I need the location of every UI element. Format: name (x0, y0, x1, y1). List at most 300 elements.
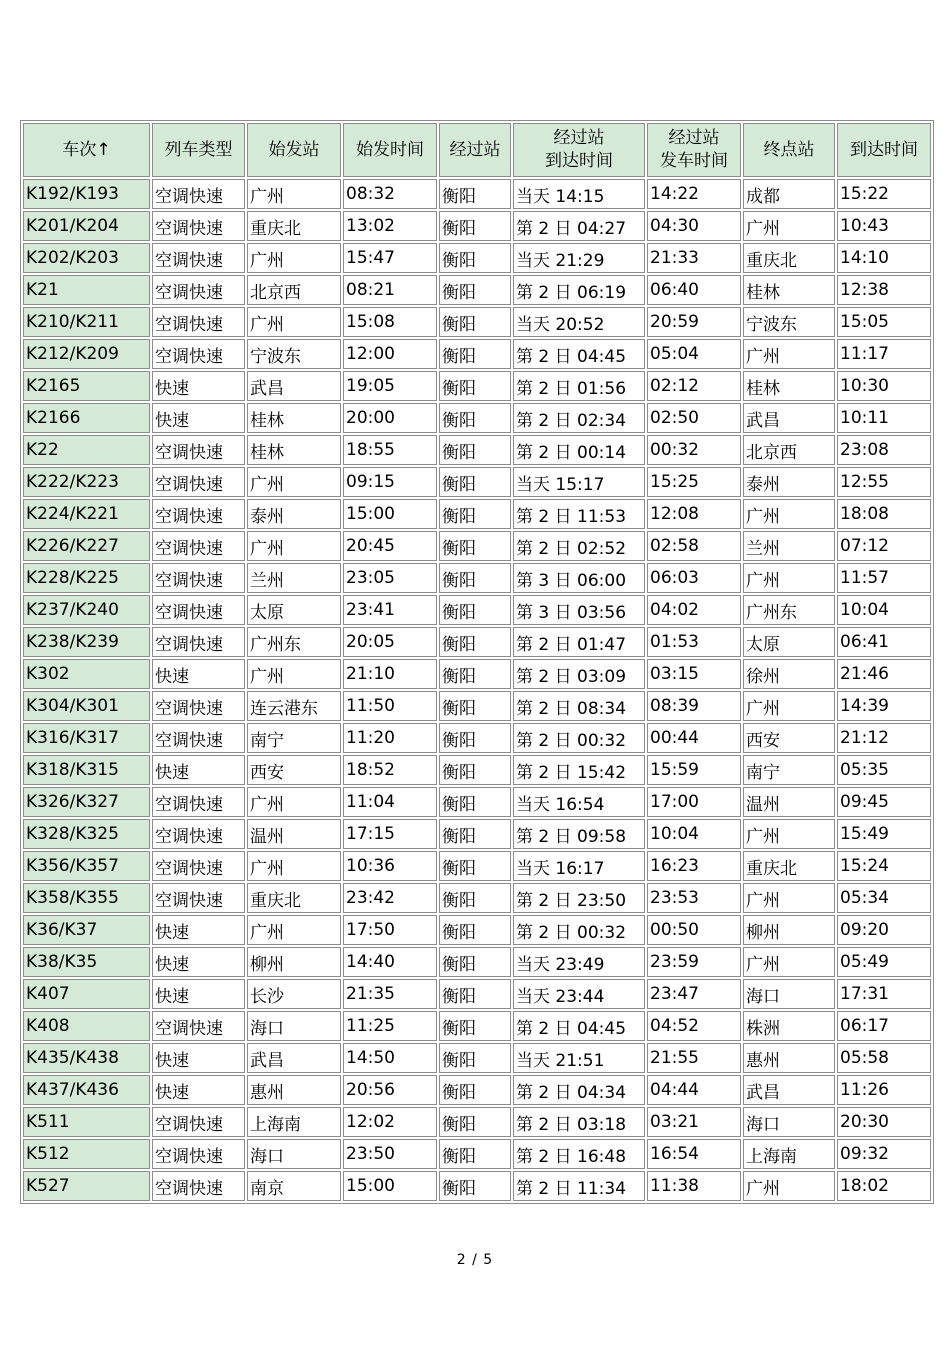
cell-train-type: 空调快速 (152, 627, 245, 657)
cell-arrival-time: 05:58 (837, 1043, 931, 1073)
cell-train-number: K2166 (23, 403, 150, 433)
cell-via-station: 衡阳 (439, 627, 511, 657)
table-row (23, 947, 931, 977)
cell-origin-station: 重庆北 (247, 883, 341, 913)
cell-train-number: K316/K317 (23, 723, 150, 753)
cell-departure-time: 08:32 (343, 179, 437, 209)
cell-via-arrival-time: 第 2 日 04:34 (513, 1075, 645, 1105)
cell-terminal-station: 广州 (743, 947, 835, 977)
cell-train-number: K212/K209 (23, 339, 150, 369)
cell-via-departure-time: 00:50 (647, 915, 741, 945)
cell-terminal-station: 桂林 (743, 275, 835, 305)
cell-terminal-station: 温州 (743, 787, 835, 817)
cell-via-station: 衡阳 (439, 691, 511, 721)
cell-arrival-time: 21:46 (837, 659, 931, 689)
cell-origin-station: 兰州 (247, 563, 341, 593)
cell-via-arrival-time: 第 2 日 08:34 (513, 691, 645, 721)
train-schedule-table (20, 120, 934, 1204)
table-row (23, 179, 931, 209)
cell-departure-time: 15:08 (343, 307, 437, 337)
cell-via-arrival-time: 第 2 日 01:47 (513, 627, 645, 657)
cell-via-departure-time: 16:23 (647, 851, 741, 881)
cell-train-type: 空调快速 (152, 243, 245, 273)
cell-arrival-time: 05:49 (837, 947, 931, 977)
cell-origin-station: 泰州 (247, 499, 341, 529)
cell-via-station: 衡阳 (439, 787, 511, 817)
cell-arrival-time: 11:57 (837, 563, 931, 593)
train-schedule-table-wrapper (20, 120, 930, 1204)
cell-via-station: 衡阳 (439, 371, 511, 401)
cell-origin-station: 海口 (247, 1139, 341, 1169)
cell-train-number: K302 (23, 659, 150, 689)
cell-departure-time: 14:40 (343, 947, 437, 977)
cell-arrival-time: 12:38 (837, 275, 931, 305)
cell-train-type: 空调快速 (152, 435, 245, 465)
cell-train-number: K304/K301 (23, 691, 150, 721)
cell-origin-station: 广州 (247, 915, 341, 945)
cell-train-number: K408 (23, 1011, 150, 1041)
schedule-body (23, 179, 931, 1201)
cell-via-arrival-time: 当天 16:54 (513, 787, 645, 817)
cell-via-departure-time: 00:44 (647, 723, 741, 753)
cell-train-type: 空调快速 (152, 595, 245, 625)
cell-terminal-station: 武昌 (743, 403, 835, 433)
cell-departure-time: 20:45 (343, 531, 437, 561)
cell-via-arrival-time: 第 3 日 06:00 (513, 563, 645, 593)
cell-origin-station: 桂林 (247, 435, 341, 465)
cell-train-number: K192/K193 (23, 179, 150, 209)
page-number: 2 / 5 (456, 1252, 494, 1268)
cell-via-arrival-time: 第 2 日 23:50 (513, 883, 645, 913)
cell-origin-station: 武昌 (247, 371, 341, 401)
cell-terminal-station: 桂林 (743, 371, 835, 401)
cell-train-type: 空调快速 (152, 883, 245, 913)
cell-via-arrival-time: 第 2 日 09:58 (513, 819, 645, 849)
cell-origin-station: 广州 (247, 307, 341, 337)
cell-via-station: 衡阳 (439, 563, 511, 593)
table-row (23, 851, 931, 881)
table-row (23, 1139, 931, 1169)
cell-departure-time: 11:50 (343, 691, 437, 721)
table-row (23, 819, 931, 849)
cell-train-type: 快速 (152, 403, 245, 433)
cell-departure-time: 12:02 (343, 1107, 437, 1137)
header-arrival-time: 到达时间 (837, 123, 931, 177)
cell-origin-station: 重庆北 (247, 211, 341, 241)
cell-via-station: 衡阳 (439, 403, 511, 433)
cell-terminal-station: 柳州 (743, 915, 835, 945)
cell-train-number: K511 (23, 1107, 150, 1137)
cell-train-type: 空调快速 (152, 723, 245, 753)
cell-via-departure-time: 23:47 (647, 979, 741, 1009)
cell-terminal-station: 广州 (743, 211, 835, 241)
cell-train-type: 空调快速 (152, 1011, 245, 1041)
cell-via-station: 衡阳 (439, 1075, 511, 1105)
cell-origin-station: 广州 (247, 787, 341, 817)
cell-train-type: 空调快速 (152, 1171, 245, 1201)
cell-via-departure-time: 04:30 (647, 211, 741, 241)
cell-via-departure-time: 02:58 (647, 531, 741, 561)
cell-departure-time: 17:15 (343, 819, 437, 849)
cell-departure-time: 17:50 (343, 915, 437, 945)
table-row (23, 467, 931, 497)
cell-via-arrival-time: 当天 21:29 (513, 243, 645, 273)
cell-departure-time: 11:20 (343, 723, 437, 753)
cell-departure-time: 19:05 (343, 371, 437, 401)
cell-via-station: 衡阳 (439, 883, 511, 913)
cell-train-type: 空调快速 (152, 531, 245, 561)
cell-via-departure-time: 04:52 (647, 1011, 741, 1041)
cell-via-station: 衡阳 (439, 307, 511, 337)
cell-arrival-time: 11:17 (837, 339, 931, 369)
cell-train-number: K226/K227 (23, 531, 150, 561)
cell-via-arrival-time: 当天 16:17 (513, 851, 645, 881)
cell-train-number: K238/K239 (23, 627, 150, 657)
cell-train-type: 快速 (152, 947, 245, 977)
cell-train-type: 快速 (152, 979, 245, 1009)
cell-via-departure-time: 02:12 (647, 371, 741, 401)
cell-via-arrival-time: 第 2 日 04:45 (513, 339, 645, 369)
cell-train-type: 空调快速 (152, 307, 245, 337)
cell-train-type: 空调快速 (152, 275, 245, 305)
cell-origin-station: 太原 (247, 595, 341, 625)
table-row (23, 755, 931, 785)
cell-train-number: K318/K315 (23, 755, 150, 785)
cell-arrival-time: 23:08 (837, 435, 931, 465)
cell-train-type: 空调快速 (152, 467, 245, 497)
cell-train-number: K202/K203 (23, 243, 150, 273)
table-row (23, 659, 931, 689)
cell-via-arrival-time: 当天 15:17 (513, 467, 645, 497)
cell-train-type: 空调快速 (152, 339, 245, 369)
cell-terminal-station: 株洲 (743, 1011, 835, 1041)
header-row (23, 123, 931, 177)
cell-departure-time: 23:42 (343, 883, 437, 913)
cell-train-type: 空调快速 (152, 787, 245, 817)
cell-via-departure-time: 03:15 (647, 659, 741, 689)
cell-origin-station: 广州 (247, 179, 341, 209)
cell-via-departure-time: 17:00 (647, 787, 741, 817)
cell-via-station: 衡阳 (439, 819, 511, 849)
table-row (23, 1043, 931, 1073)
cell-arrival-time: 20:30 (837, 1107, 931, 1137)
cell-arrival-time: 10:30 (837, 371, 931, 401)
cell-terminal-station: 惠州 (743, 1043, 835, 1073)
table-row (23, 563, 931, 593)
cell-origin-station: 柳州 (247, 947, 341, 977)
cell-train-number: K36/K37 (23, 915, 150, 945)
table-row (23, 883, 931, 913)
cell-terminal-station: 广州 (743, 691, 835, 721)
table-row (23, 339, 931, 369)
cell-train-type: 空调快速 (152, 1139, 245, 1169)
cell-via-station: 衡阳 (439, 1011, 511, 1041)
cell-arrival-time: 21:12 (837, 723, 931, 753)
cell-via-station: 衡阳 (439, 467, 511, 497)
cell-via-station: 衡阳 (439, 275, 511, 305)
cell-via-departure-time: 12:08 (647, 499, 741, 529)
cell-departure-time: 08:21 (343, 275, 437, 305)
cell-origin-station: 广州东 (247, 627, 341, 657)
table-row (23, 1011, 931, 1041)
cell-terminal-station: 广州 (743, 499, 835, 529)
cell-terminal-station: 重庆北 (743, 243, 835, 273)
cell-origin-station: 上海南 (247, 1107, 341, 1137)
cell-via-arrival-time: 第 2 日 00:32 (513, 723, 645, 753)
cell-arrival-time: 15:24 (837, 851, 931, 881)
cell-via-station: 衡阳 (439, 339, 511, 369)
cell-via-station: 衡阳 (439, 499, 511, 529)
cell-via-departure-time: 15:59 (647, 755, 741, 785)
table-row (23, 403, 931, 433)
cell-via-departure-time: 06:03 (647, 563, 741, 593)
table-row (23, 275, 931, 305)
cell-arrival-time: 15:49 (837, 819, 931, 849)
cell-via-arrival-time: 当天 21:51 (513, 1043, 645, 1073)
cell-departure-time: 11:04 (343, 787, 437, 817)
cell-origin-station: 温州 (247, 819, 341, 849)
cell-via-departure-time: 20:59 (647, 307, 741, 337)
cell-via-station: 衡阳 (439, 1171, 511, 1201)
cell-train-number: K210/K211 (23, 307, 150, 337)
cell-via-arrival-time: 第 2 日 11:34 (513, 1171, 645, 1201)
cell-departure-time: 18:55 (343, 435, 437, 465)
cell-departure-time: 15:47 (343, 243, 437, 273)
cell-via-station: 衡阳 (439, 755, 511, 785)
cell-departure-time: 23:41 (343, 595, 437, 625)
cell-via-arrival-time: 第 2 日 03:18 (513, 1107, 645, 1137)
cell-via-station: 衡阳 (439, 979, 511, 1009)
cell-departure-time: 18:52 (343, 755, 437, 785)
header-departure-time: 始发时间 (343, 123, 437, 177)
cell-train-number: K437/K436 (23, 1075, 150, 1105)
cell-via-arrival-time: 当天 20:52 (513, 307, 645, 337)
cell-via-arrival-time: 当天 23:44 (513, 979, 645, 1009)
table-row (23, 307, 931, 337)
cell-train-number: K2165 (23, 371, 150, 401)
cell-via-departure-time: 08:39 (647, 691, 741, 721)
header-train-number[interactable]: 车次↑ (23, 123, 150, 177)
cell-via-departure-time: 06:40 (647, 275, 741, 305)
cell-departure-time: 14:50 (343, 1043, 437, 1073)
cell-arrival-time: 18:08 (837, 499, 931, 529)
cell-origin-station: 武昌 (247, 1043, 341, 1073)
cell-train-type: 快速 (152, 1075, 245, 1105)
cell-via-arrival-time: 第 2 日 02:34 (513, 403, 645, 433)
cell-via-arrival-time: 第 2 日 00:14 (513, 435, 645, 465)
cell-terminal-station: 武昌 (743, 1075, 835, 1105)
cell-arrival-time: 09:20 (837, 915, 931, 945)
cell-arrival-time: 14:39 (837, 691, 931, 721)
cell-terminal-station: 太原 (743, 627, 835, 657)
cell-via-arrival-time: 第 2 日 01:56 (513, 371, 645, 401)
cell-via-departure-time: 21:55 (647, 1043, 741, 1073)
cell-via-departure-time: 01:53 (647, 627, 741, 657)
cell-train-number: K222/K223 (23, 467, 150, 497)
cell-departure-time: 20:05 (343, 627, 437, 657)
cell-departure-time: 23:05 (343, 563, 437, 593)
cell-arrival-time: 18:02 (837, 1171, 931, 1201)
cell-via-station: 衡阳 (439, 1107, 511, 1137)
cell-terminal-station: 广州 (743, 819, 835, 849)
cell-departure-time: 11:25 (343, 1011, 437, 1041)
cell-via-departure-time: 03:21 (647, 1107, 741, 1137)
cell-train-number: K22 (23, 435, 150, 465)
cell-via-arrival-time: 第 2 日 03:09 (513, 659, 645, 689)
cell-arrival-time: 10:43 (837, 211, 931, 241)
cell-via-arrival-time: 第 2 日 11:53 (513, 499, 645, 529)
cell-arrival-time: 15:22 (837, 179, 931, 209)
table-row (23, 723, 931, 753)
cell-terminal-station: 北京西 (743, 435, 835, 465)
cell-origin-station: 海口 (247, 1011, 341, 1041)
cell-via-arrival-time: 第 2 日 06:19 (513, 275, 645, 305)
table-row (23, 595, 931, 625)
cell-terminal-station: 徐州 (743, 659, 835, 689)
cell-train-number: K435/K438 (23, 1043, 150, 1073)
cell-via-departure-time: 00:32 (647, 435, 741, 465)
cell-train-number: K358/K355 (23, 883, 150, 913)
cell-train-type: 快速 (152, 915, 245, 945)
cell-via-station: 衡阳 (439, 947, 511, 977)
cell-origin-station: 南京 (247, 1171, 341, 1201)
cell-arrival-time: 12:55 (837, 467, 931, 497)
cell-train-type: 空调快速 (152, 179, 245, 209)
cell-origin-station: 北京西 (247, 275, 341, 305)
cell-via-station: 衡阳 (439, 723, 511, 753)
table-row (23, 1107, 931, 1137)
cell-arrival-time: 06:41 (837, 627, 931, 657)
cell-arrival-time: 10:11 (837, 403, 931, 433)
cell-via-station: 衡阳 (439, 531, 511, 561)
cell-departure-time: 13:02 (343, 211, 437, 241)
cell-train-type: 空调快速 (152, 499, 245, 529)
cell-departure-time: 12:00 (343, 339, 437, 369)
cell-train-type: 快速 (152, 659, 245, 689)
cell-train-number: K328/K325 (23, 819, 150, 849)
table-row (23, 627, 931, 657)
cell-train-type: 空调快速 (152, 1107, 245, 1137)
cell-arrival-time: 07:12 (837, 531, 931, 561)
header-terminal-station: 终点站 (743, 123, 835, 177)
cell-via-departure-time: 04:44 (647, 1075, 741, 1105)
table-row (23, 787, 931, 817)
cell-origin-station: 广州 (247, 243, 341, 273)
cell-train-number: K407 (23, 979, 150, 1009)
cell-origin-station: 广州 (247, 467, 341, 497)
cell-origin-station: 连云港东 (247, 691, 341, 721)
cell-via-station: 衡阳 (439, 1043, 511, 1073)
table-row (23, 691, 931, 721)
cell-terminal-station: 泰州 (743, 467, 835, 497)
cell-arrival-time: 11:26 (837, 1075, 931, 1105)
cell-origin-station: 西安 (247, 755, 341, 785)
table-row (23, 499, 931, 529)
header-origin-station: 始发站 (247, 123, 341, 177)
cell-via-arrival-time: 第 2 日 02:52 (513, 531, 645, 561)
cell-departure-time: 15:00 (343, 499, 437, 529)
table-row (23, 1171, 931, 1201)
cell-via-departure-time: 23:59 (647, 947, 741, 977)
table-row (23, 531, 931, 561)
cell-via-station: 衡阳 (439, 211, 511, 241)
cell-via-departure-time: 04:02 (647, 595, 741, 625)
cell-via-departure-time: 05:04 (647, 339, 741, 369)
cell-terminal-station: 广州 (743, 1171, 835, 1201)
cell-train-type: 空调快速 (152, 211, 245, 241)
cell-origin-station: 广州 (247, 531, 341, 561)
cell-terminal-station: 兰州 (743, 531, 835, 561)
cell-terminal-station: 南宁 (743, 755, 835, 785)
cell-terminal-station: 广州 (743, 339, 835, 369)
cell-train-type: 空调快速 (152, 819, 245, 849)
cell-arrival-time: 05:35 (837, 755, 931, 785)
cell-arrival-time: 05:34 (837, 883, 931, 913)
cell-terminal-station: 西安 (743, 723, 835, 753)
cell-via-station: 衡阳 (439, 1139, 511, 1169)
cell-origin-station: 宁波东 (247, 339, 341, 369)
cell-via-arrival-time: 第 2 日 00:32 (513, 915, 645, 945)
cell-departure-time: 15:00 (343, 1171, 437, 1201)
cell-via-arrival-time: 第 2 日 04:27 (513, 211, 645, 241)
cell-train-number: K512 (23, 1139, 150, 1169)
cell-train-type: 快速 (152, 1043, 245, 1073)
cell-via-arrival-time: 第 3 日 03:56 (513, 595, 645, 625)
cell-terminal-station: 重庆北 (743, 851, 835, 881)
header-via-arrival-time: 经过站 到达时间 (513, 123, 645, 177)
cell-train-number: K201/K204 (23, 211, 150, 241)
cell-terminal-station: 上海南 (743, 1139, 835, 1169)
cell-origin-station: 广州 (247, 851, 341, 881)
cell-via-station: 衡阳 (439, 659, 511, 689)
table-row (23, 243, 931, 273)
cell-departure-time: 20:56 (343, 1075, 437, 1105)
cell-origin-station: 长沙 (247, 979, 341, 1009)
cell-arrival-time: 17:31 (837, 979, 931, 1009)
cell-via-departure-time: 21:33 (647, 243, 741, 273)
cell-departure-time: 21:35 (343, 979, 437, 1009)
cell-departure-time: 21:10 (343, 659, 437, 689)
table-row (23, 371, 931, 401)
cell-departure-time: 10:36 (343, 851, 437, 881)
cell-via-station: 衡阳 (439, 243, 511, 273)
cell-arrival-time: 14:10 (837, 243, 931, 273)
cell-terminal-station: 广州 (743, 563, 835, 593)
cell-via-arrival-time: 当天 14:15 (513, 179, 645, 209)
cell-train-number: K228/K225 (23, 563, 150, 593)
cell-origin-station: 惠州 (247, 1075, 341, 1105)
cell-origin-station: 南宁 (247, 723, 341, 753)
cell-train-number: K356/K357 (23, 851, 150, 881)
table-row (23, 915, 931, 945)
cell-train-type: 快速 (152, 755, 245, 785)
cell-departure-time: 20:00 (343, 403, 437, 433)
cell-train-type: 空调快速 (152, 691, 245, 721)
cell-train-type: 空调快速 (152, 851, 245, 881)
cell-via-station: 衡阳 (439, 595, 511, 625)
cell-terminal-station: 海口 (743, 979, 835, 1009)
cell-via-departure-time: 16:54 (647, 1139, 741, 1169)
cell-via-departure-time: 15:25 (647, 467, 741, 497)
cell-arrival-time: 06:17 (837, 1011, 931, 1041)
cell-via-arrival-time: 第 2 日 04:45 (513, 1011, 645, 1041)
cell-train-number: K527 (23, 1171, 150, 1201)
cell-arrival-time: 09:45 (837, 787, 931, 817)
cell-via-arrival-time: 第 2 日 15:42 (513, 755, 645, 785)
cell-arrival-time: 15:05 (837, 307, 931, 337)
cell-departure-time: 23:50 (343, 1139, 437, 1169)
cell-via-arrival-time: 第 2 日 16:48 (513, 1139, 645, 1169)
